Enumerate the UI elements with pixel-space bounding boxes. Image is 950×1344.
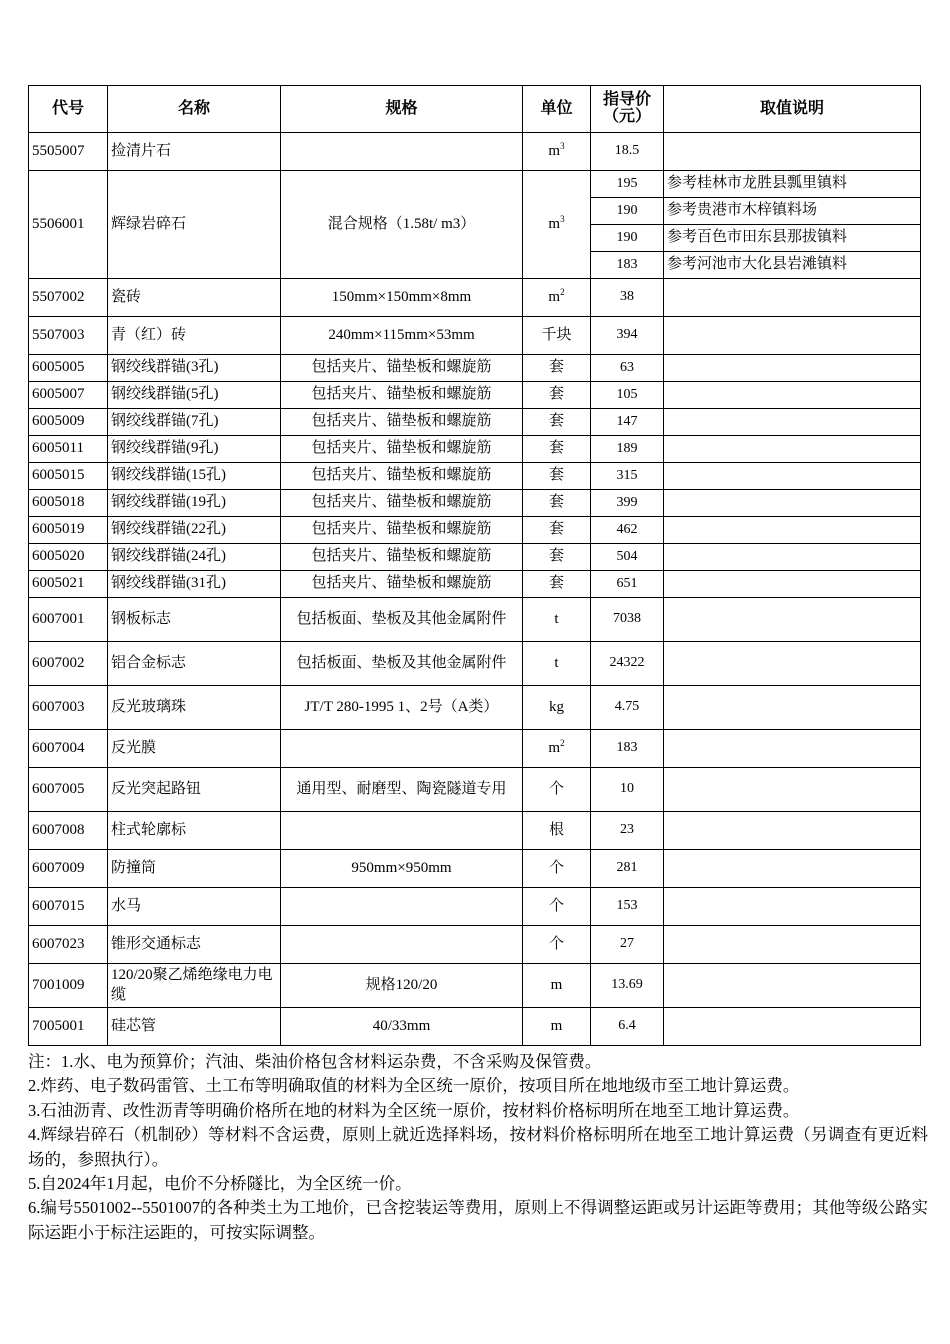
table-row: [29, 964, 921, 1008]
cell-code: 6005009: [29, 409, 108, 436]
cell-code: 6007001: [29, 598, 108, 642]
cell-note: [664, 133, 921, 171]
table-row: [29, 463, 921, 490]
table-row: [29, 133, 921, 171]
cell-unit: 个: [523, 850, 591, 888]
cell-unit: $m^3$: [523, 171, 591, 279]
cell-name: 钢绞线群锚(5孔): [108, 382, 281, 409]
cell-name: 辉绿岩碎石: [108, 171, 281, 279]
cell-unit: 套: [523, 571, 591, 598]
cell-price: 281: [591, 850, 664, 888]
cell-unit: 套: [523, 436, 591, 463]
cell-unit: t: [523, 642, 591, 686]
cell-price: 190: [591, 225, 664, 252]
cell-name: 青（红）砖: [108, 317, 281, 355]
cell-code: 6005011: [29, 436, 108, 463]
cell-price: 195: [591, 171, 664, 198]
cell-name: 反光膜: [108, 730, 281, 768]
cell-code: 6005007: [29, 382, 108, 409]
cell-price: 190: [591, 198, 664, 225]
cell-note: [664, 317, 921, 355]
cell-note: [664, 730, 921, 768]
table-row: [29, 171, 921, 198]
cell-name: 防撞筒: [108, 850, 281, 888]
cell-note: 参考百色市田东县那拔镇料: [664, 225, 921, 252]
footnote-line: 5.自2024年1月起，电价不分桥隧比，为全区统一价。: [28, 1174, 412, 1194]
cell-spec: 包括板面、垫板及其他金属附件: [281, 598, 523, 642]
cell-code: 6005019: [29, 517, 108, 544]
unit-exponent: 3: [560, 140, 565, 151]
cell-spec: [281, 133, 523, 171]
cell-code: 6007004: [29, 730, 108, 768]
cell-note: 参考河池市大化县岩滩镇料: [664, 252, 921, 279]
table-row: [29, 355, 921, 382]
cell-note: [664, 850, 921, 888]
cell-spec: 包括夹片、锚垫板和螺旋筋: [281, 382, 523, 409]
cell-note: [664, 463, 921, 490]
unit-exponent: 2: [560, 286, 565, 297]
cell-note: [664, 964, 921, 1008]
table-row: [29, 279, 921, 317]
cell-name: 柱式轮廓标: [108, 812, 281, 850]
table-row: [29, 382, 921, 409]
table-row: [29, 517, 921, 544]
cell-unit: 套: [523, 517, 591, 544]
cell-code: 6007003: [29, 686, 108, 730]
column-header-spec: 规格: [281, 86, 523, 133]
cell-code: 5507002: [29, 279, 108, 317]
column-header-price: [591, 86, 664, 133]
cell-code: 5507003: [29, 317, 108, 355]
cell-price: 27: [591, 926, 664, 964]
cell-code: 6007023: [29, 926, 108, 964]
table-row: [29, 768, 921, 812]
table-row: [29, 544, 921, 571]
cell-spec: [281, 812, 523, 850]
footnote-line: 4.辉绿岩碎石（机制砂）等材料不含运费，原则上就近选择料场，按材料价格标明所在地至工地计算运费（另调查有更近料场的，参照执行）。: [28, 1125, 928, 1169]
cell-spec: 包括夹片、锚垫板和螺旋筋: [281, 544, 523, 571]
cell-price: 153: [591, 888, 664, 926]
cell-spec: 包括板面、垫板及其他金属附件: [281, 642, 523, 686]
table-body: [29, 133, 921, 1046]
cell-note: [664, 279, 921, 317]
cell-price: 147: [591, 409, 664, 436]
cell-unit: $m^3$: [523, 133, 591, 171]
cell-code: 6005015: [29, 463, 108, 490]
cell-note: [664, 1008, 921, 1046]
cell-spec: JT/T 280-1995 1、2号（A类）: [281, 686, 523, 730]
cell-name: 钢绞线群锚(9孔): [108, 436, 281, 463]
table-row: [29, 812, 921, 850]
cell-name: 捡清片石: [108, 133, 281, 171]
cell-note: [664, 598, 921, 642]
column-header-unit: 单位: [523, 86, 591, 133]
column-header-price-line2: （元）: [602, 108, 651, 125]
cell-unit: kg: [523, 686, 591, 730]
cell-spec: 包括夹片、锚垫板和螺旋筋: [281, 409, 523, 436]
unit-exponent: 3: [560, 213, 565, 224]
cell-price: 462: [591, 517, 664, 544]
cell-unit: t: [523, 598, 591, 642]
cell-price: 399: [591, 490, 664, 517]
cell-code: 7001009: [29, 964, 108, 1008]
cell-name: 120/20聚乙烯绝缘电力电缆: [108, 964, 281, 1008]
column-header-price-line1: 指导价: [602, 91, 651, 109]
cell-spec: 混合规格（1.58t/ m3）: [281, 171, 523, 279]
cell-price: 4.75: [591, 686, 664, 730]
cell-unit: $m^2$: [523, 279, 591, 317]
cell-price: 63: [591, 355, 664, 382]
table-row: [29, 686, 921, 730]
cell-note: [664, 812, 921, 850]
cell-name: 钢绞线群锚(24孔): [108, 544, 281, 571]
footnote-line: 3.石油沥青、改性沥青等明确价格所在地的材料为全区统一原价，按材料价格标明所在地至工地计算运费。: [28, 1100, 800, 1120]
cell-spec: [281, 730, 523, 768]
cell-unit: m: [523, 1008, 591, 1046]
cell-unit: 套: [523, 463, 591, 490]
cell-code: 6007002: [29, 642, 108, 686]
cell-name: 钢绞线群锚(7孔): [108, 409, 281, 436]
cell-note: [664, 355, 921, 382]
table-row: [29, 490, 921, 517]
cell-note: 参考贵港市木梓镇料场: [664, 198, 921, 225]
cell-spec: 150mm×150mm×8mm: [281, 279, 523, 317]
cell-note: [664, 686, 921, 730]
cell-price: 18.5: [591, 133, 664, 171]
table-row: [29, 850, 921, 888]
column-header-code: 代号: [29, 86, 108, 133]
cell-code: 6005021: [29, 571, 108, 598]
cell-unit: 千块: [523, 317, 591, 355]
cell-unit: 个: [523, 888, 591, 926]
cell-spec: 包括夹片、锚垫板和螺旋筋: [281, 436, 523, 463]
cell-price: 651: [591, 571, 664, 598]
cell-spec: 包括夹片、锚垫板和螺旋筋: [281, 571, 523, 598]
cell-name: 钢绞线群锚(31孔): [108, 571, 281, 598]
footnote-line: 2.炸药、电子数码雷管、土工布等明确取值的材料为全区统一原价，按项目所在地地级市至工地计算运费。: [28, 1076, 800, 1096]
material-price-table: [28, 85, 921, 1046]
header-row: [29, 86, 921, 133]
cell-note: [664, 517, 921, 544]
cell-price: 105: [591, 382, 664, 409]
table-header: [29, 86, 921, 133]
cell-code: 5506001: [29, 171, 108, 279]
table-row: [29, 926, 921, 964]
cell-spec: 通用型、耐磨型、陶瓷隧道专用: [281, 768, 523, 812]
table-row: [29, 598, 921, 642]
table-row: [29, 436, 921, 463]
footnote-line: 6.编号5501002--5501007的各种类土为工地价，已含挖装运等费用，原则上不得调整运距或另计运距等费用；其他等级公路实际运距小于标注运距的，可按实际调整。: [28, 1198, 928, 1242]
cell-price: 394: [591, 317, 664, 355]
cell-unit: 套: [523, 409, 591, 436]
table-row: [29, 730, 921, 768]
cell-note: [664, 436, 921, 463]
cell-code: 5505007: [29, 133, 108, 171]
cell-spec: 包括夹片、锚垫板和螺旋筋: [281, 463, 523, 490]
cell-name: 反光玻璃珠: [108, 686, 281, 730]
cell-code: 6005020: [29, 544, 108, 571]
cell-name: 水马: [108, 888, 281, 926]
cell-price: 315: [591, 463, 664, 490]
cell-code: 6005018: [29, 490, 108, 517]
table-row: [29, 1008, 921, 1046]
cell-spec: [281, 888, 523, 926]
table-row: [29, 642, 921, 686]
cell-unit: m: [523, 964, 591, 1008]
cell-code: 7005001: [29, 1008, 108, 1046]
cell-note: [664, 490, 921, 517]
cell-price: 24322: [591, 642, 664, 686]
cell-note: [664, 382, 921, 409]
cell-price: 504: [591, 544, 664, 571]
cell-spec: 规格120/20: [281, 964, 523, 1008]
cell-unit: 个: [523, 768, 591, 812]
cell-code: 6005005: [29, 355, 108, 382]
cell-price: 189: [591, 436, 664, 463]
cell-name: 钢绞线群锚(22孔): [108, 517, 281, 544]
cell-name: 锥形交通标志: [108, 926, 281, 964]
cell-code: 6007015: [29, 888, 108, 926]
cell-name: 钢板标志: [108, 598, 281, 642]
cell-name: 钢绞线群锚(19孔): [108, 490, 281, 517]
column-header-note: 取值说明: [664, 86, 921, 133]
footnotes-block: [28, 1050, 928, 1245]
cell-price: 183: [591, 252, 664, 279]
unit-exponent: 2: [560, 737, 565, 748]
cell-name: 钢绞线群锚(15孔): [108, 463, 281, 490]
cell-unit: 套: [523, 544, 591, 571]
table-row: [29, 409, 921, 436]
footnote-line: 注：1.水、电为预算价；汽油、柴油价格包含材料运杂费，不含采购及保管费。: [28, 1052, 602, 1071]
cell-unit: 套: [523, 382, 591, 409]
cell-note: 参考桂林市龙胜县瓢里镇料: [664, 171, 921, 198]
cell-unit: 个: [523, 926, 591, 964]
cell-name: 反光突起路钮: [108, 768, 281, 812]
cell-price: 6.4: [591, 1008, 664, 1046]
cell-price: 183: [591, 730, 664, 768]
cell-code: 6007009: [29, 850, 108, 888]
table-row: [29, 888, 921, 926]
cell-name: 钢绞线群锚(3孔): [108, 355, 281, 382]
cell-price: 7038: [591, 598, 664, 642]
cell-spec: [281, 926, 523, 964]
cell-price: 13.69: [591, 964, 664, 1008]
cell-code: 6007005: [29, 768, 108, 812]
cell-price: 38: [591, 279, 664, 317]
cell-spec: 包括夹片、锚垫板和螺旋筋: [281, 517, 523, 544]
cell-unit: 套: [523, 355, 591, 382]
cell-price: 10: [591, 768, 664, 812]
cell-unit: $m^2$: [523, 730, 591, 768]
cell-note: [664, 768, 921, 812]
cell-spec: 40/33mm: [281, 1008, 523, 1046]
cell-note: [664, 571, 921, 598]
cell-spec: 包括夹片、锚垫板和螺旋筋: [281, 490, 523, 517]
cell-note: [664, 642, 921, 686]
cell-spec: 950mm×950mm: [281, 850, 523, 888]
cell-price: 23: [591, 812, 664, 850]
cell-name: 硅芯管: [108, 1008, 281, 1046]
cell-name: 铝合金标志: [108, 642, 281, 686]
table-row: [29, 571, 921, 598]
column-header-name: 名称: [108, 86, 281, 133]
cell-spec: 240mm×115mm×53mm: [281, 317, 523, 355]
cell-spec: 包括夹片、锚垫板和螺旋筋: [281, 355, 523, 382]
cell-unit: 根: [523, 812, 591, 850]
cell-name: 瓷砖: [108, 279, 281, 317]
cell-note: [664, 926, 921, 964]
cell-code: 6007008: [29, 812, 108, 850]
cell-note: [664, 409, 921, 436]
cell-unit: 套: [523, 490, 591, 517]
table-row: [29, 317, 921, 355]
cell-note: [664, 544, 921, 571]
cell-note: [664, 888, 921, 926]
